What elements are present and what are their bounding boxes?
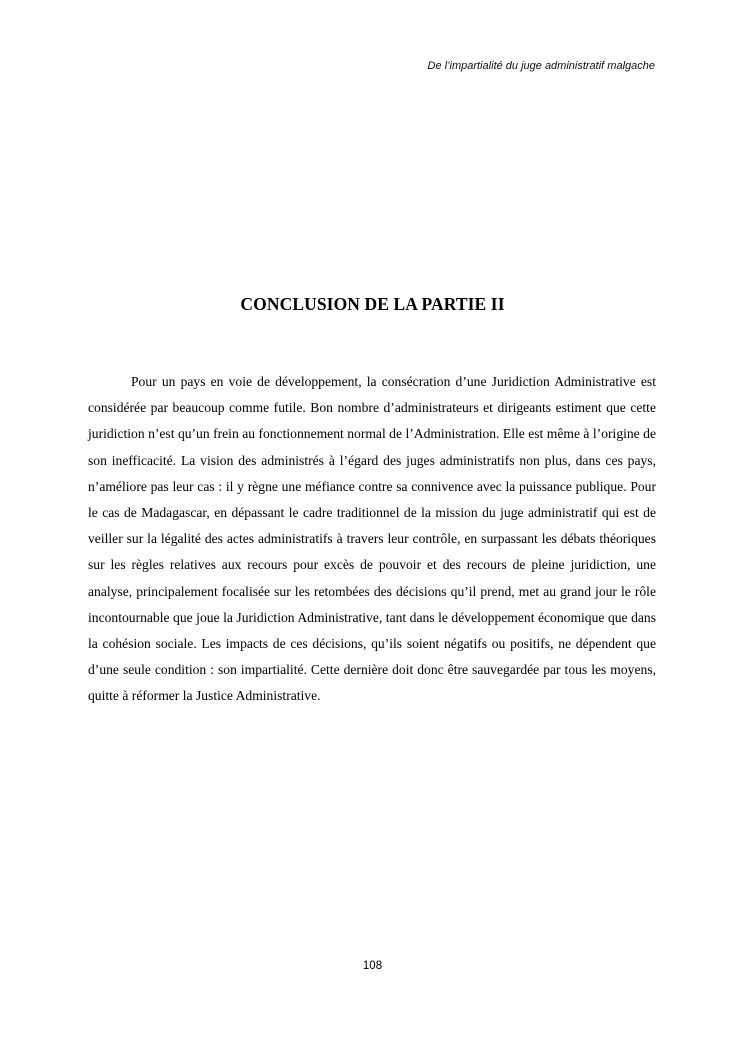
- running-header: De l’impartialité du juge administratif malgache: [427, 60, 655, 72]
- page-number: 108: [362, 960, 383, 972]
- body-paragraph: Pour un pays en voie de développement, la consécration d’une Juridiction Administrative est considérée par beaucoup comme futile. Bon nombre d’administrateurs et dirigeants estiment que cette juridiction n’est qu’un frein au fonctionnement normal de l’Administration. Elle est même à l’origine de son inefficacité. La vision des administrés à l’égard des juges administratifs non plus, dans ces pays, n’améliore pas leur cas : il y règne une méfiance contre sa connivence avec la puissance publique. Pour le cas de Madagascar, en dépassant le cadre traditionnel de la mission du juge administratif qui est de veiller sur la légalité des actes administratifs à travers leur contrôle, en surpassant les débats théoriques sur les règles relatives aux recours pour excès de pouvoir et des recours de pleine juridiction, une analyse, principalement focalisée sur les retombées des décisions qu’il prend, met au grand jour le rôle incontournable que joue la Juridiction Administrative, tant dans le développement économique que dans la cohésion sociale. Les impacts de ces décisions, qu’ils soient négatifs ou positifs, ne dépendent que d’une seule condition : son impartialité. Cette dernière doit donc être sauvegardée par tous les moyens, quitte à réformer la Justice Administrative.: [88, 374, 656, 704]
- section-title: CONCLUSION DE LA PARTIE II: [240, 293, 505, 314]
